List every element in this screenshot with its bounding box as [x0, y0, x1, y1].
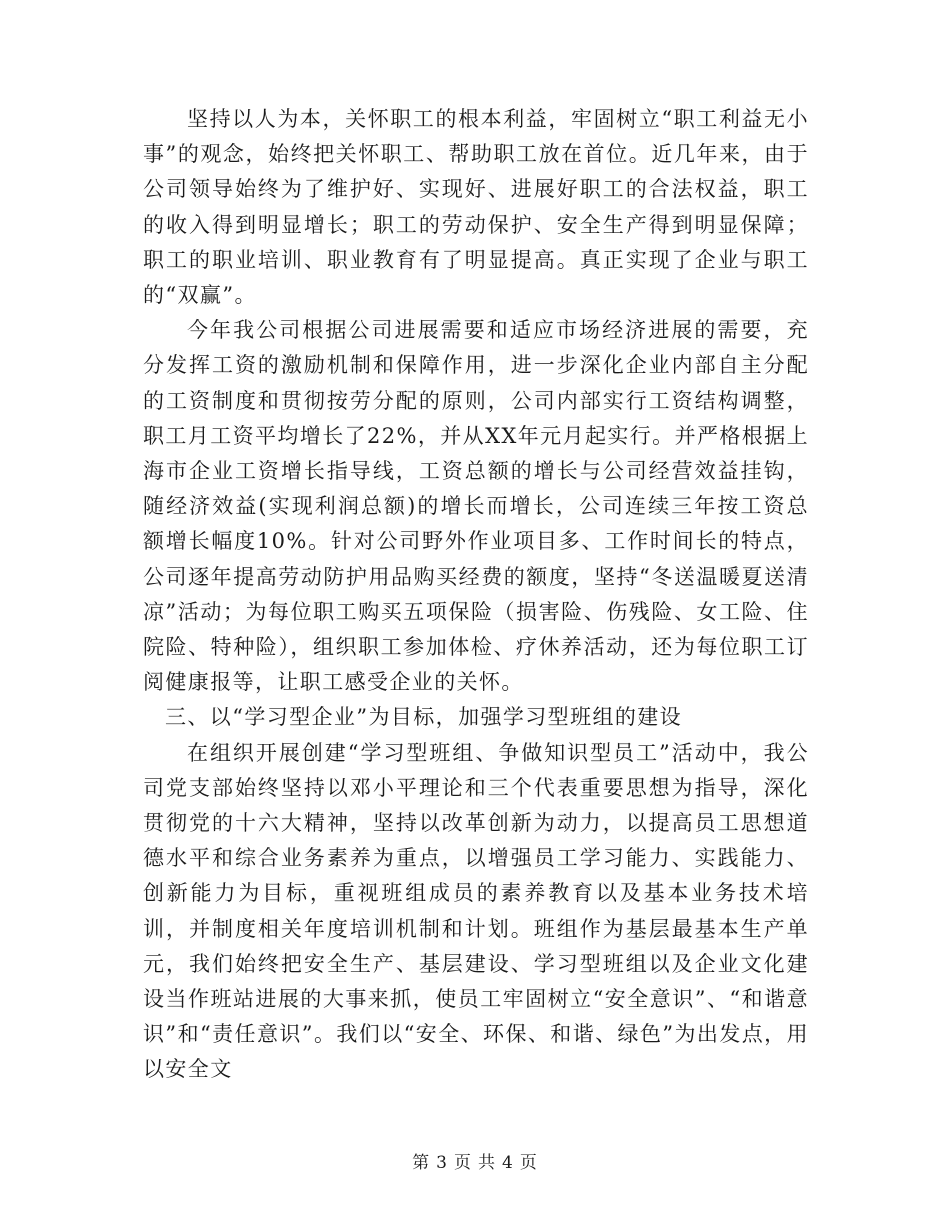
paragraph-employee-care: 坚持以人为本，关怀职工的根本利益，牢固树立“职工利益无小事”的观念，始终把关怀职工、帮助职工放在首位。近几年来，由于公司领导始终为了维护好、实现好、进展好职工的合法权益，职工的收入得到明显增长；职工的劳动保护、安全生产得到明显保障；职工的职业培训、职业教育有了明显提高。真正实现了企业与职工的“双赢”。 [143, 107, 809, 308]
footer-total-pages: 4 [502, 1153, 514, 1173]
footer-prefix: 第 [412, 1153, 431, 1173]
footer-suffix: 页 [519, 1153, 538, 1173]
section-heading-learning-organization: 三、以“学习型企业”为目标，加强学习型班组的建设 [165, 705, 683, 730]
document-body [143, 102, 809, 1088]
footer-page-label: 页 [454, 1153, 472, 1173]
footer-total-label: 共 [478, 1153, 496, 1173]
page-footer [0, 1148, 950, 1173]
paragraph-learning-team: 在组织开展创建“学习型班组、争做知识型员工”活动中，我公司党支部始终坚持以邓小平理论和三个代表重要思想为指导，深化贯彻党的十六大精神，坚持以改革创新为动力，以提高员工思想道德水平和综合业务素养为重点，以增强员工学习能力、实践能力、创新能力为目标，重视班组成员的素养教育以及基本业务技术培训，并制度相关年度培训机制和计划。班组作为基层最基本生产单元，我们始终把安全生产、基层建设、学习型班组以及企业文化建设当作班站进展的大事来抓，使员工牢固树立“安全意识”、“和谐意识”和“责任意识”。我们以“安全、环保、和谐、绿色”为出发点，用以安全文 [143, 740, 809, 1082]
footer-page-number: 3 [436, 1153, 448, 1173]
paragraph-wage-adjustment: 今年我公司根据公司进展需要和适应市场经济进展的需要，充分发挥工资的激励机制和保障作用，进一步深化企业内部自主分配的工资制度和贯彻按劳分配的原则，公司内部实行工资结构调整，职工月工资平均增长了22%，并从XX年元月起实行。并严格根据上海市企业工资增长指导线，工资总额的增长与公司经营效益挂钩，随经济效益(实现利润总额)的增长而增长，公司连续三年按工资总额增长幅度10%。针对公司野外作业项目多、工作时间长的特点，公司逐年提高劳动防护用品购买经费的额度，坚持“冬送温暖夏送清凉”活动；为每位职工购买五项保险（损害险、伤残险、女工险、住院险、特种险），组织职工参加体检、疗休养活动，还为每位职工订阅健康报等，让职工感受企业的关怀。 [143, 318, 809, 695]
